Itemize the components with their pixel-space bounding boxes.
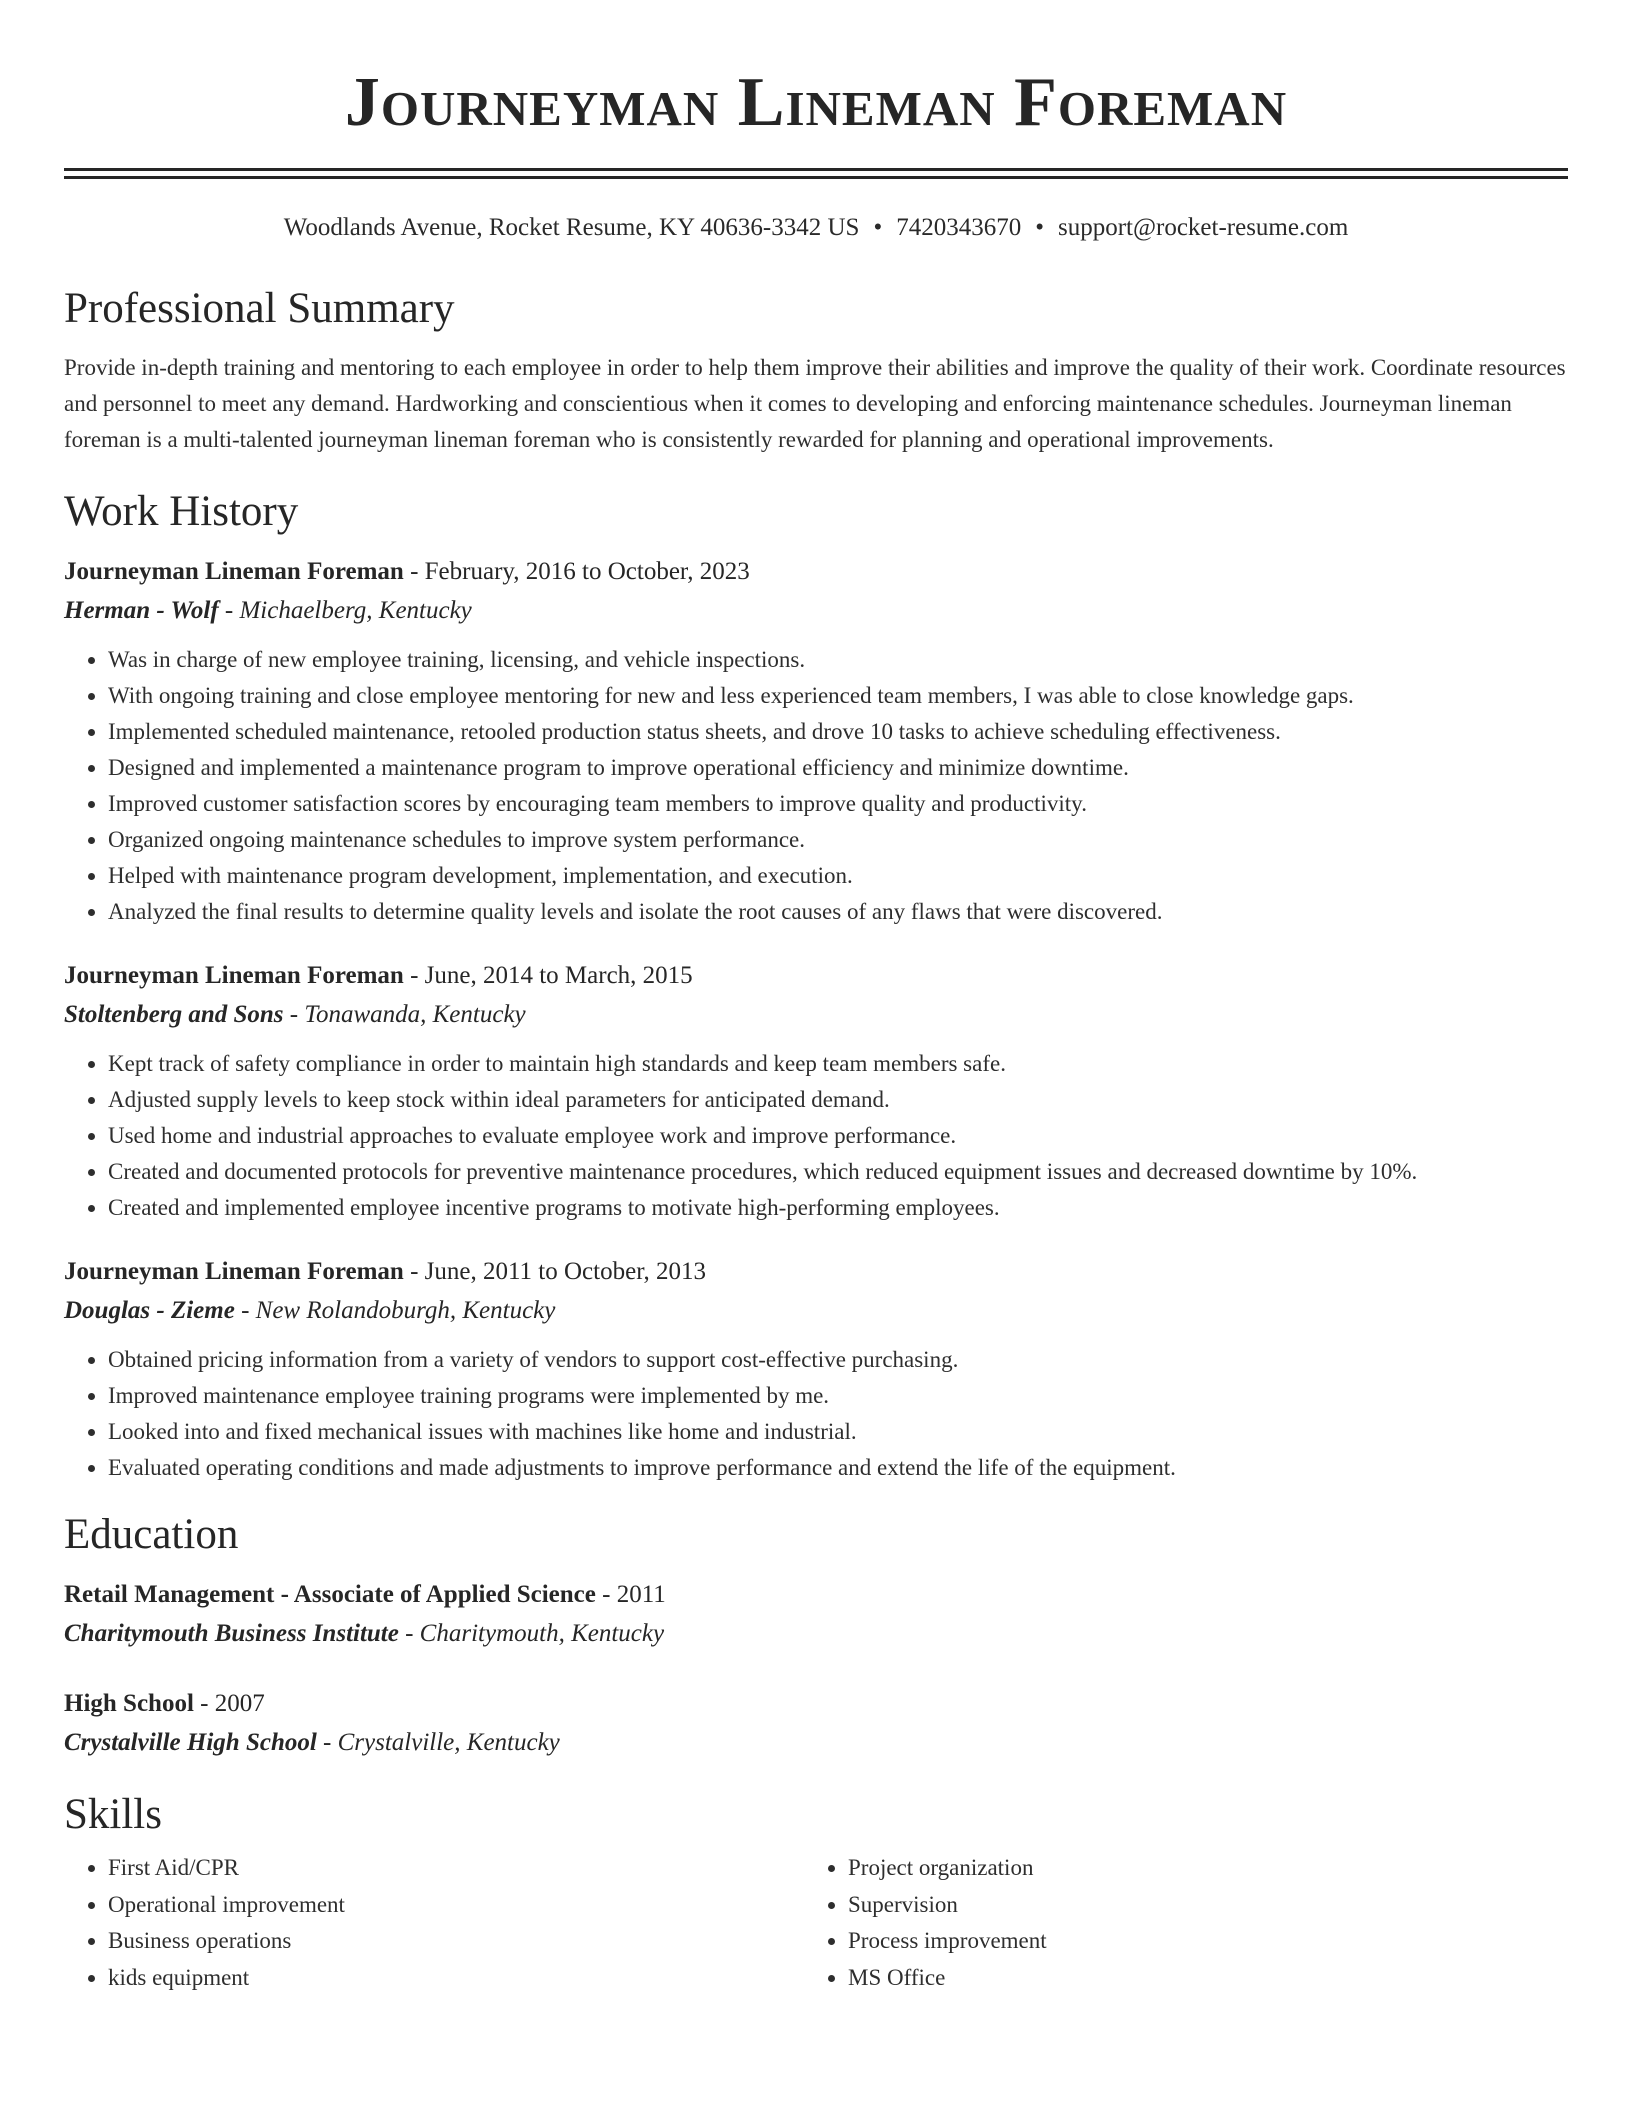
list-item: • Looked into and fixed mechanical issues with machines like home and industrial. — [108, 1414, 1568, 1450]
education-institution — [64, 1614, 1568, 1654]
section-title-education: Education — [64, 1511, 239, 1558]
education-year: - 2007 — [193, 1690, 265, 1717]
section-title-skills: Skills — [64, 1791, 162, 1838]
job-bullets — [64, 1046, 1568, 1226]
list-item: • Created and documented protocols for preventive maintenance procedures, which reduced equipment issues and decreased downtime by 10%. — [108, 1154, 1568, 1190]
job-employer — [64, 1291, 1568, 1331]
list-item: • With ongoing training and close employee mentoring for new and less experienced team members, I was able to close knowledge gaps. — [108, 678, 1568, 714]
job-company: Stoltenberg and Sons — [64, 1001, 284, 1028]
job-location: - New Rolandoburgh, Kentucky — [234, 1297, 556, 1324]
job-company: Douglas - Zieme — [64, 1297, 235, 1324]
education-location: - Charitymouth, Kentucky — [398, 1620, 665, 1647]
skills-list-right — [804, 1850, 1544, 1996]
job-entry — [64, 1252, 1568, 1486]
skill-item: • Project organization — [848, 1850, 1544, 1887]
job-dates: - June, 2014 to March, 2015 — [403, 962, 693, 989]
skill-item: • Supervision — [848, 1887, 1544, 1924]
education-entry — [64, 1684, 1568, 1763]
education-school: Charitymouth Business Institute — [64, 1620, 399, 1647]
job-dates: - February, 2016 to October, 2023 — [403, 558, 750, 585]
job-dates: - June, 2011 to October, 2013 — [403, 1258, 707, 1285]
section-title-summary: Professional Summary — [64, 285, 455, 332]
skills-list-left — [64, 1850, 804, 1996]
contact-email: support@rocket-resume.com — [1057, 214, 1349, 241]
list-item: • Used home and industrial approaches to evaluate employee work and improve performance. — [108, 1118, 1568, 1154]
education-entry — [64, 1575, 1568, 1654]
list-item: • Evaluated operating conditions and made adjustments to improve performance and extend the life of the equipment. — [108, 1450, 1568, 1486]
contact-separator: • — [1035, 214, 1044, 241]
list-item: • Helped with maintenance program development, implementation, and execution. — [108, 858, 1568, 894]
job-role: Journeyman Lineman Foreman — [64, 1258, 404, 1285]
list-item: • Adjusted supply levels to keep stock within ideal parameters for anticipated demand. — [108, 1082, 1568, 1118]
job-header — [64, 1252, 1568, 1291]
education-institution — [64, 1723, 1568, 1763]
skill-item: • Process improvement — [848, 1923, 1544, 1960]
list-item: • Created and implemented employee incentive programs to motivate high-performing employees. — [108, 1190, 1568, 1226]
contact-line — [64, 212, 1568, 244]
skill-item: • Business operations — [108, 1923, 804, 1960]
job-header — [64, 956, 1568, 995]
job-role: Journeyman Lineman Foreman — [64, 558, 404, 585]
job-company: Herman - Wolf — [64, 597, 219, 624]
contact-phone: 7420343670 — [896, 214, 1022, 241]
list-item: • Obtained pricing information from a variety of vendors to support cost-effective purchasing. — [108, 1342, 1568, 1378]
job-entry — [64, 956, 1568, 1226]
list-item: • Improved customer satisfaction scores by encouraging team members to improve quality and productivity. — [108, 786, 1568, 822]
contact-address: Woodlands Avenue, Rocket Resume, KY 40636-3342 US — [283, 214, 860, 241]
job-role: Journeyman Lineman Foreman — [64, 962, 404, 989]
job-header — [64, 552, 1568, 591]
education-school: Crystalville High School — [64, 1729, 317, 1756]
list-item: • Kept track of safety compliance in order to maintain high standards and keep team members safe. — [108, 1046, 1568, 1082]
education-header — [64, 1575, 1568, 1614]
list-item: • Implemented scheduled maintenance, retooled production status sheets, and drove 10 tasks to achieve scheduling effectiveness. — [108, 714, 1568, 750]
skill-item: • First Aid/CPR — [108, 1850, 804, 1887]
job-bullets — [64, 1342, 1568, 1486]
job-employer — [64, 995, 1568, 1035]
list-item: • Was in charge of new employee training, licensing, and vehicle inspections. — [108, 642, 1568, 678]
job-location: - Tonawanda, Kentucky — [283, 1001, 526, 1028]
education-degree: Retail Management - Associate of Applied Science — [64, 1581, 596, 1608]
job-employer — [64, 591, 1568, 631]
header-double-rule — [64, 168, 1568, 179]
education-location: - Crystalville, Kentucky — [316, 1729, 560, 1756]
education-header — [64, 1684, 1568, 1723]
job-bullets — [64, 642, 1568, 930]
section-title-work-history: Work History — [64, 488, 299, 535]
education-year: - 2011 — [595, 1581, 666, 1608]
skill-item: • MS Office — [848, 1960, 1544, 1997]
skills-columns — [64, 1850, 1568, 1996]
list-item: • Designed and implemented a maintenance program to improve operational efficiency and minimize downtime. — [108, 750, 1568, 786]
list-item: • Analyzed the final results to determine quality levels and isolate the root causes of any flaws that were discovered. — [108, 894, 1568, 930]
list-item: • Improved maintenance employee training programs were implemented by me. — [108, 1378, 1568, 1414]
list-item: • Organized ongoing maintenance schedules to improve system performance. — [108, 822, 1568, 858]
candidate-name: Journeyman Lineman Foreman — [344, 64, 1288, 141]
job-entry — [64, 552, 1568, 930]
summary-text: Provide in-depth training and mentoring to each employee in order to help them improve their abilities and improve the quality of their work. Coordinate resources and personnel to meet any demand. Hardworking and conscientious when it comes to developing and enforcing maintenance schedules. Journeyman lineman foreman is a multi-talented journeyman lineman foreman who is consistently rewarded for planning and operational improvements. — [64, 355, 1566, 452]
job-location: - Michaelberg, Kentucky — [218, 597, 472, 624]
skill-item: • kids equipment — [108, 1960, 804, 1997]
education-degree: High School — [64, 1690, 194, 1717]
contact-separator: • — [873, 214, 883, 241]
skill-item: • Operational improvement — [108, 1887, 804, 1924]
